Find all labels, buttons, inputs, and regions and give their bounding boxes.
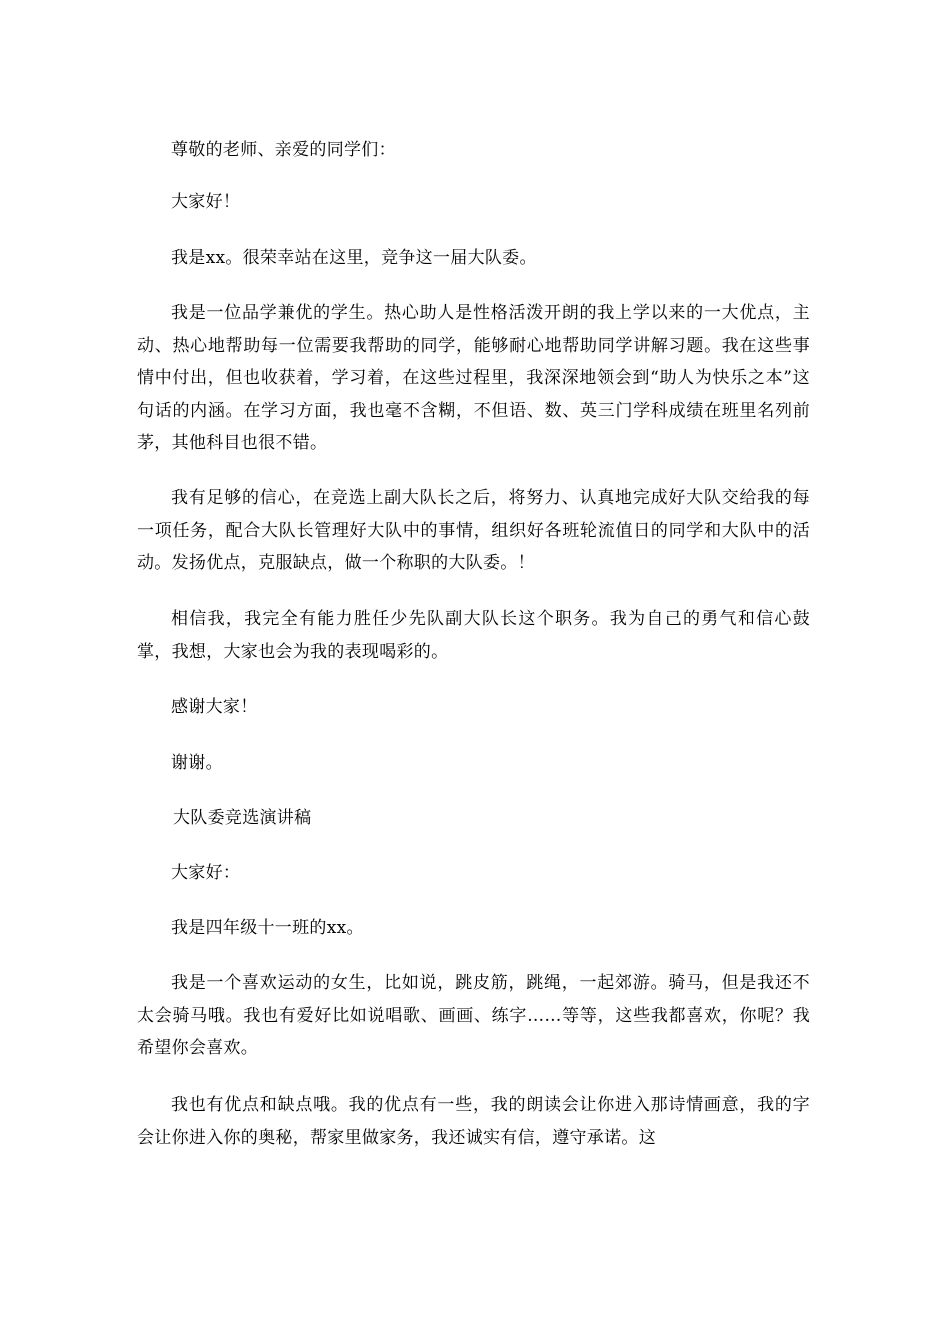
salutation: 尊敬的老师、亲爱的同学们： bbox=[171, 140, 396, 160]
body-paragraph-4: 我是一个喜欢运动的女生，比如说，跳皮筋，跳绳，一起郊游。骑马，但是我还不太会骑马哦。我也有爱好比如说唱歌、画画、练字……等等，这些我都喜欢，你呢？我希望你会喜欢。 bbox=[137, 973, 810, 1058]
body-paragraph-2: 我有足够的信心，在竞选上副大队长之后，将努力、认真地完成好大队交给我的每一项任务，配合大队长管理好大队中的事情，组织好各班轮流值日的同学和大队中的活动。发扬优点，克服缺点，做一个称职的大队委。！ bbox=[137, 488, 810, 573]
self-intro-2: 我是四年级十一班的xx。 bbox=[171, 918, 364, 938]
thanks-line: 感谢大家！ bbox=[171, 697, 258, 717]
body-paragraph-3: 相信我，我完全有能力胜任少先队副大队长这个职务。我为自己的勇气和信心鼓掌，我想，大家也会为我的表现喝彩的。 bbox=[137, 609, 810, 662]
body-paragraph-5: 我也有优点和缺点哦。我的优点有一些，我的朗读会让你进入那诗情画意，我的字会让你进入你的奥秘，帮家里做家务，我还诚实有信，遵守承诺。这 bbox=[137, 1095, 810, 1148]
body-paragraph-1: 我是一位品学兼优的学生。热心助人是性格活泼开朗的我上学以来的一大优点，主动、热心地帮助每一位需要我帮助的同学，能够耐心地帮助同学讲解习题。我在这些事情中付出，但也收获着，学习着，在这些过程里，我深深地领会到“助人为快乐之本”这句话的内涵。在学习方面，我也毫不含糊，不但语、数、英三门学科成绩在班里名列前茅，其他科目也很不错。 bbox=[137, 303, 810, 453]
greeting: 大家好！ bbox=[171, 192, 241, 212]
greeting-2: 大家好： bbox=[171, 863, 241, 883]
closing-line: 谢谢。 bbox=[171, 753, 223, 773]
self-intro: 我是xx。很荣幸站在这里，竞争这一届大队委。 bbox=[171, 248, 537, 268]
section-title: 大队委竞选演讲稿 bbox=[173, 808, 312, 828]
